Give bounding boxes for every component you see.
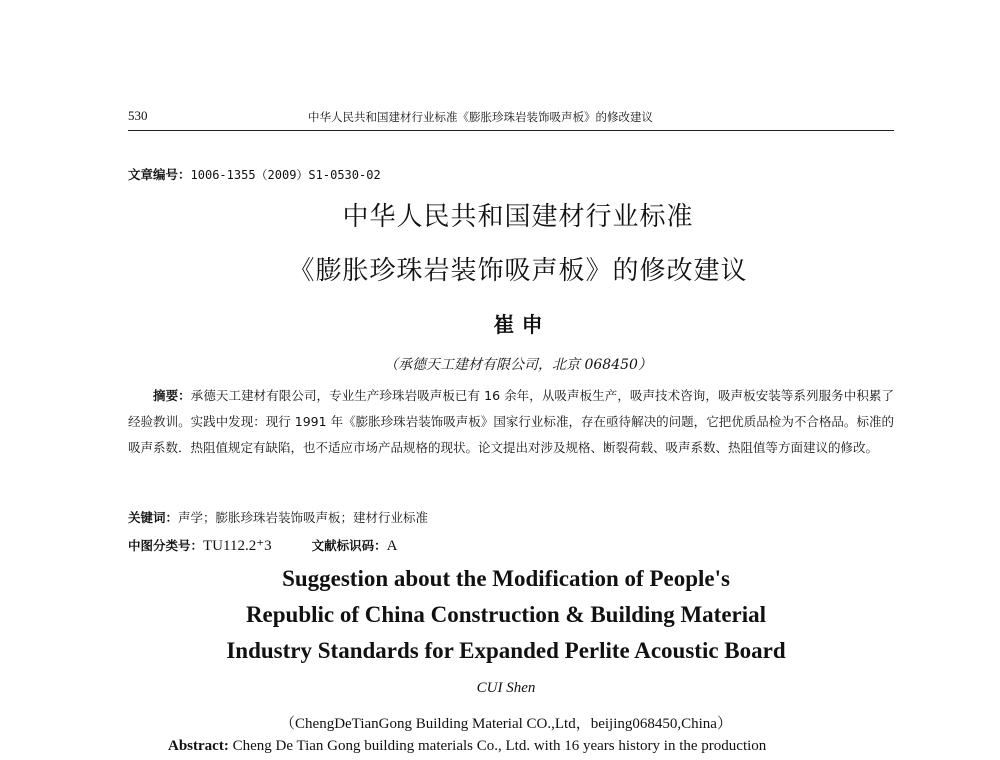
- page-number: 530: [128, 108, 148, 123]
- chinese-title-line-2: 《膨胀珍珠岩装饰吸声板》的修改建议: [288, 256, 748, 286]
- english-author: CUI Shen: [476, 680, 536, 696]
- chinese-title-line-1: 中华人民共和国建材行业标准: [342, 202, 694, 232]
- article-number-value: 1006-1355（2009）S1-0530-02: [190, 168, 381, 182]
- classification-line: [128, 536, 397, 555]
- chinese-affiliation: （承德天工建材有限公司，北京 068450）: [384, 357, 652, 373]
- running-header: [128, 108, 894, 131]
- article-number: [128, 165, 381, 183]
- chinese-abstract-label: 摘要：: [153, 388, 191, 403]
- chinese-abstract-text: 承德天工建材有限公司，专业生产珍珠岩吸声板已有 16 余年，从吸声板生产，吸声技术咨询，吸声板安装等系列服务中积累了经验教训。实践中发现：现行 1991 年《膨胀珍珠岩装饰吸声板》国家行业标准，存在亟待解决的问题，它把优质品检为不合格品。标准的吸声系数．热阻值规定有缺陷，也不适应市场产品规格的现状。论文提出对涉及规格、断裂荷载、吸声系数、热阻值等方面建议的修改。: [128, 388, 894, 455]
- classification-value: TU112.2⁺3: [203, 538, 272, 554]
- english-affiliation: （ChengDeTianGong Building Material CO.,Ltd，beijing068450,China）: [280, 716, 732, 732]
- english-abstract-label: Abstract:: [168, 738, 229, 754]
- chinese-abstract: [128, 383, 894, 461]
- english-title-line-1: Suggestion about the Modification of People's: [282, 566, 730, 591]
- keywords: [128, 508, 428, 526]
- keywords-label: 关键词：: [128, 510, 179, 525]
- document-code-value: A: [386, 538, 398, 554]
- keywords-text: 声学；膨胀珍珠岩装饰吸声板；建材行业标准: [178, 510, 429, 525]
- english-abstract: [168, 738, 898, 755]
- english-title-line-3: Industry Standards for Expanded Perlite Acoustic Board: [226, 638, 786, 663]
- english-title-line-2: Republic of China Construction & Building Material: [245, 602, 767, 627]
- document-code-label: 文献标识码：: [311, 538, 387, 553]
- chinese-author: 崔 申: [493, 312, 543, 337]
- english-abstract-text: Cheng De Tian Gong building materials Co., Ltd. with 16 years history in the production: [232, 738, 767, 754]
- running-header-title: 中华人民共和国建材行业标准《膨胀珍珠岩装饰吸声板》的修改建议: [308, 110, 653, 124]
- article-number-label: 文章编号：: [128, 167, 191, 182]
- classification-label: 中图分类号：: [128, 538, 204, 553]
